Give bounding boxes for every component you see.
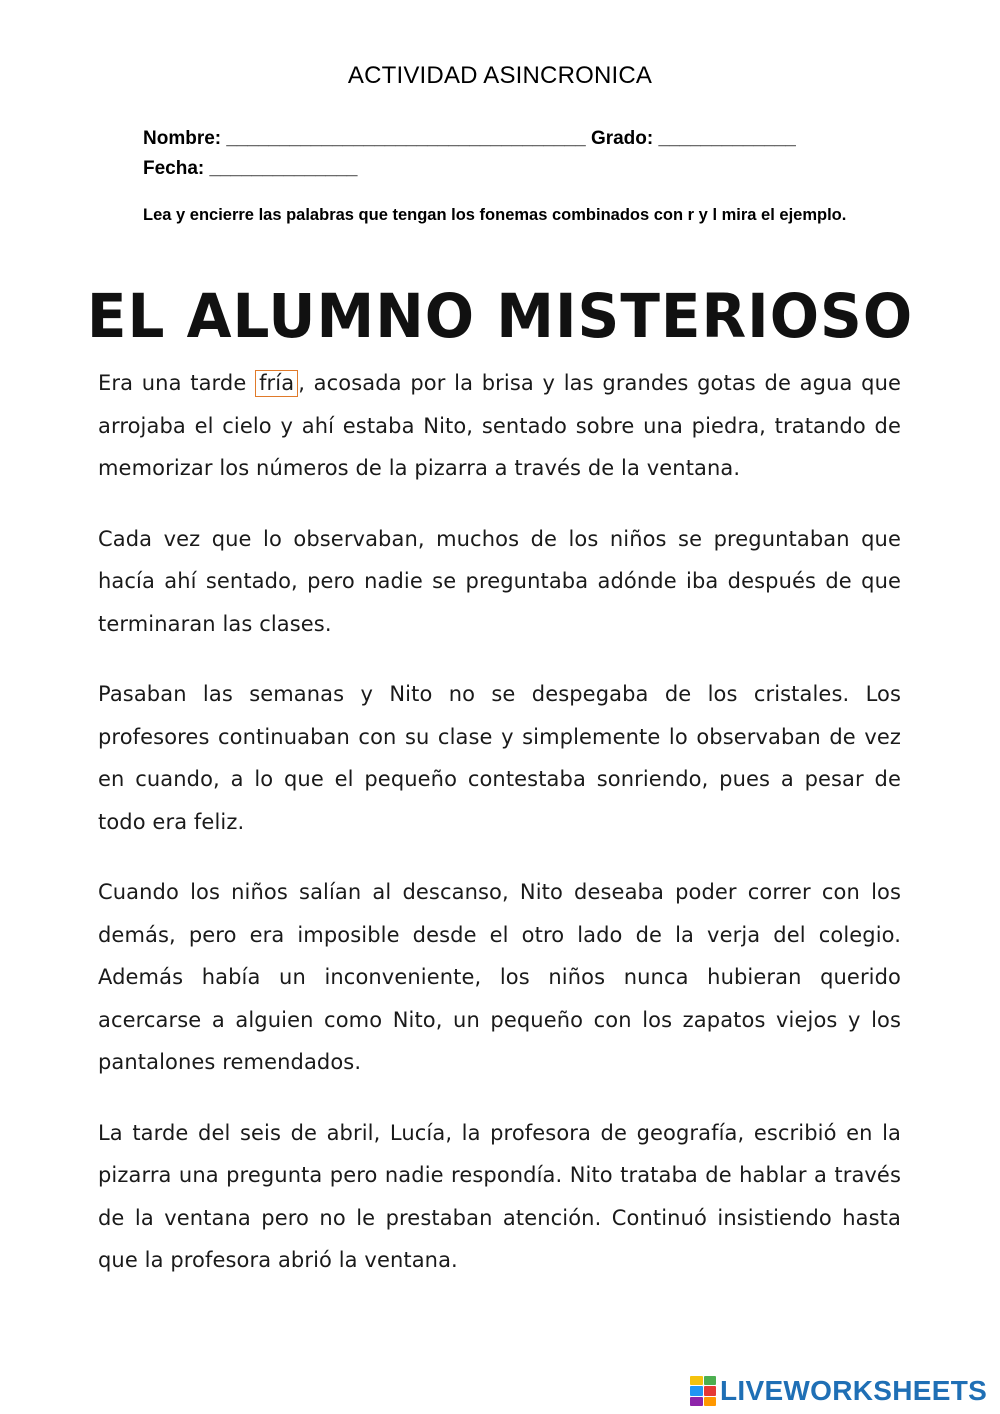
date-line: Fecha: ______________ (143, 158, 358, 179)
liveworksheets-logo-icon (690, 1376, 716, 1406)
logo-text: LIVEWORKSHEETS (720, 1375, 988, 1406)
story-paragraph-4: Cuando los niños salían al descanso, Nito deseaba poder correr con los demás, pero era imposible desde el otro lado de la verja del colegio. Además había un inconveniente, los niños nunca hubieran querido acercarse a alguien como Nito, un pequeño con los zapatos viejos y los pantalones remendados. (98, 880, 901, 1074)
page-title: ACTIVIDAD ASINCRONICA (347, 62, 653, 89)
liveworksheets-logo (690, 1373, 987, 1409)
paragraph-text: , acosada por la brisa y las grandes gotas de agua que arrojaba el cielo y ahí estaba Nito, sentado sobre una piedra, tratando de memorizar los números de la pizarra a través de la ventana. (98, 371, 901, 480)
name-grade-line: Nombre: __________________________________ Grado: _____________ (143, 128, 796, 149)
story-paragraph-3: Pasaban las semanas y Nito no se despegaba de los cristales. Los profesores continuaban con su clase y simplemente lo observaban de vez en cuando, a lo que el pequeño contestaba sonriendo, pues a pesar de todo era feliz. (98, 682, 901, 834)
paragraph-text: Era una tarde (98, 371, 256, 395)
instructions: Lea y encierre las palabras que tengan los fonemas combinados con r y l mira el ejemplo. (143, 206, 847, 224)
story-title: EL ALUMNO MISTERIOSO (86, 280, 914, 352)
story-body (98, 362, 901, 1310)
example-word-box[interactable]: fría (255, 370, 298, 397)
story-paragraph-2: Cada vez que lo observaban, muchos de los niños se preguntaban que hacía ahí sentado, pero nadie se preguntaba adónde iba después de que terminaran las clases. (98, 526, 901, 636)
story-paragraph-5: La tarde del seis de abril, Lucía, la profesora de geografía, escribió en la pizarra una pregunta pero nadie respondía. Nito trataba de hablar a través de la ventana pero no le prestaban atención. Continuó insistiendo hasta que la profesora abrió la ventana. (98, 1120, 901, 1272)
story-paragraph-1 (98, 362, 901, 490)
